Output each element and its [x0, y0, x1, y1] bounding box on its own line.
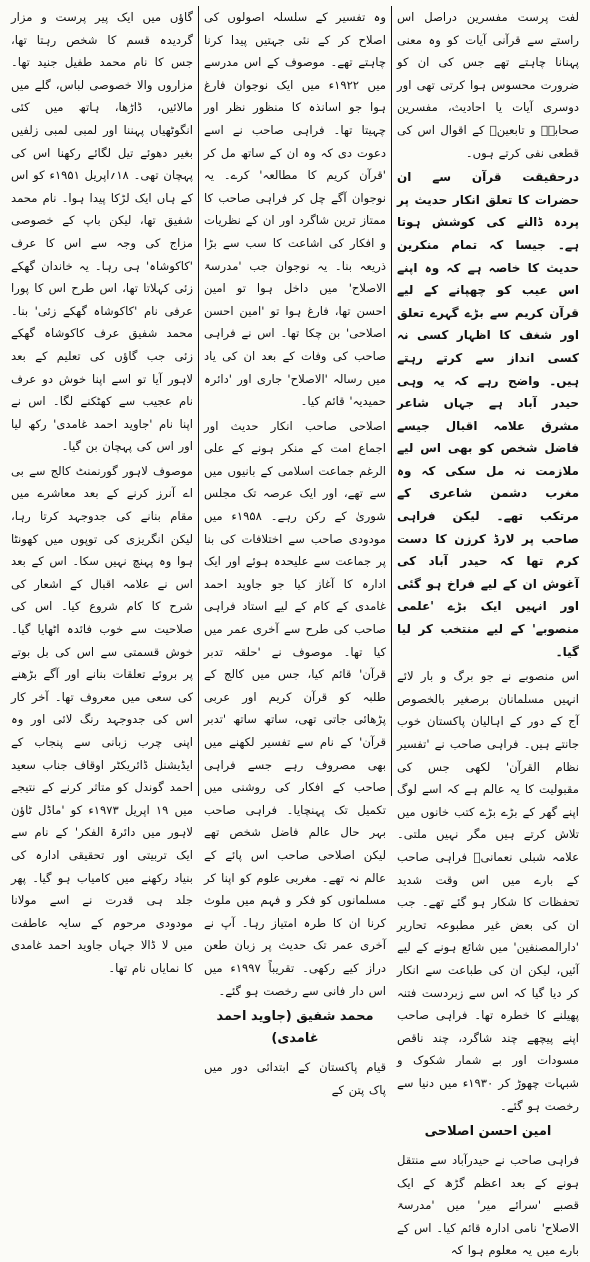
paragraph: گاؤں میں ایک پیر پرست و مزار گردیدہ قسم کا شخص رہتا تھا، جس کا نام محمد طفیل جنید تھا۔ مزاروں والا خصوصی لباس، گلے میں مالائیں، ڈاڑھا، ہاتھ میں کئی انگوٹھیاں پہننا اور لمبی لمبی زلفیں بغیر دھوئے تیل لگائے رکھنا اس کی پہچان تھی۔ ۱۸؍اپریل ۱۹۵۱ء کو اس کے ہاں ایک لڑکا پیدا ہوا۔ نام محمد شفیق تھا، لیکن باپ کے خصوصی مزاج کی وجہ سے اس کا عرف 'کاکوشاہ' ہی رہا۔ یہ خاندان گھکے زئی کہلاتا تھا، اس طرح اس کا پورا عرفی نام 'کاکوشاہ گھکے زئی' بنا۔ محمد شفیق عرف کاکوشاہ گھکے زئی جب گاؤں کی تعلیم کے بعد لاہور آیا تو اسے اپنا خوش دو عرف نام عجیب سے کھٹکنے لگا۔ اس نے اپنا نام 'جاوید احمد غامدی' رکھ لیا اور اس کی پہچان بن گیا۔	[11, 10, 193, 454]
column-middle	[199, 6, 392, 1097]
paragraph: لفت پرست مفسرین دراصل اس راستے سے قرآنی آیات کو وہ معنی پہنانا چاہتے تھے جس کی ان کو ضرورت محسوس ہوا کرتی تھی اور دوسری آیات یا احادیث، مفسرین صحابہؓ و تابعینؒ کے اقوال اس کی قطعی نفی کرتے ہوں۔	[397, 10, 579, 160]
paragraph: قیام پاکستان کے ابتدائی دور میں پاک پتن کے	[204, 1060, 386, 1097]
paragraph: درحقیقت قرآن سے ان حضرات کا تعلق انکار حدیث پر پردہ ڈالنے کی کوشش ہوتا ہے۔ جیسا کہ تمام منکرین حدیث کا خاصہ ہے کہ وہ اپنے اس عیب کو چھپانے کے لیے قرآن کریم سے بڑے گہرے تعلق اور شغف کا اظہار کسی نہ کسی انداز سے کرتے رہتے ہیں۔ واضح رہے کہ یہ وہی حیدر آباد ہے جہاں شاعر مشرق علامہ اقبال جیسے فاضل شخص کو بھی اس لیے ملازمت نہ مل سکی کہ وہ مغرب دشمن شاعری کے مرتکب تھے۔ لیکن فراہی صاحب پر لارڈ کرزن کا دست کرم تھا کہ حیدر آباد کی آغوش ان کے لیے فراخ ہو گئی اور انہیں ایک بڑے 'علمی منصوبے' کے لیے منتخب کر لیا گیا۔	[397, 170, 579, 659]
paragraph: فراہی صاحب نے حیدرآباد سے منتقل ہونے کے بعد اعظم گڑھ کے ایک قصبے 'سرائے میر' میں 'مدرسۃ الاصلاح' نامی ادارہ قائم کیا۔ اس کے بارے میں یہ معلوم ہوا کہ	[397, 1153, 579, 1258]
paragraph: اس منصوبے نے جو برگ و بار لائے انہیں مسلمانان برصغیر بالخصوص آج کے دور کے اہالیان پاکستان خوب جانتے ہیں۔ فراہی صاحب نے 'تفسیر نظام القرآن' لکھی جس کی مقبولیت کا یہ عالم ہے کہ اسے لوگ اپنے گھر کے بڑے بڑے کتب خانوں میں تلاش کرتے ہیں مگر نہیں ملتی۔ علامہ شبلی نعمانیؒ فراہی صاحب کے بارے میں اس وقت شدید تحفظات کا شکار ہو گئے تھے۔ جب ان کی بعض غیر مطبوعہ تحاریر 'دارالمصنفین' میں شائع ہونے کے لیے آئیں، لیکن ان کی طباعت سے انکار کر دیا گیا کہ اس سے زبردست فتنہ پھیلنے کا خطرہ تھا۔ فراہی صاحب اپنے پیچھے چند شاگرد، چند ناقص مسودات اور بے شمار شکوک و شبہات چھوڑ کر ۱۹۳۰ء میں دنیا سے رخصت ہو گئے۔	[397, 669, 579, 1113]
paragraph: اصلاحی صاحب انکار حدیث اور اجماع امت کے منکر ہونے کے علی الرغم جماعت اسلامی کے بانیوں میں سے تھے، اور ایک عرصہ تک مجلس شوریٰ کے رکن رہے۔ ۱۹۵۸ء میں مودودی صاحب سے اختلافات کی بنا پر جماعت سے علیحدہ ہوئے اور ایک ادارہ کا آغاز کیا جو جاوید احمد غامدی کے کام کے لیے استاد فراہی صاحب کی طرح سے آخری عمر میں کیا تھا۔ موصوف نے 'حلقہ تدبر قرآن' قائم کیا، جس میں کالج کے طلبہ کو قرآن کریم اور عربی پڑھائی جاتی تھی، ساتھ ساتھ 'تدبر قرآن' کے نام سے تفسیر لکھنے میں بھی مصروف رہے جسے فراہی صاحب کے افکار کی روشنی میں تکمیل تک پہنچایا۔ فراہی صاحب بہر حال عالم فاضل شخص تھے لیکن اصلاحی صاحب اس پائے کے عالم نہ تھے۔ مغربی علوم کو اپنا کر مسلمانوں کو فکر و فہم میں ملوث کرنا ان کا طرہ امتیاز رہا۔ آپ نے آخری عمر تک حدیث پر زبان طعن دراز کیے رکھی۔ تقریباً ۱۹۹۷ء میں اس دار فانی سے رخصت ہو گئے۔	[204, 418, 387, 998]
section-heading: امین احسن اصلاحی	[424, 1124, 552, 1140]
column-right	[392, 6, 584, 1258]
column-left	[6, 6, 199, 975]
paragraph: وہ تفسیر کے سلسلہ اصولوں کی اصلاح کر کے نئی جہتیں پیدا کرنا چاہتے تھے۔ موصوف کے اس مدرسے میں ۱۹۲۲ء میں ایک نوجوان فارغ ہوا جو اسانذہ کا منظور نظر اور چہیتا تھا۔ فراہی صاحب نے اسے دعوت دی کہ وہ ان کے ساتھ مل کر 'قرآن کریم کا مطالعہ' کرے۔ یہ نوجوان آگے چل کر فراہی صاحب کا ممتاز ترین شاگرد اور ان کے نظریات و افکار کی اشاعت کا سب سے بڑا ذریعہ بنا۔ یہ نوجوان جب 'مدرسۃ الاصلاح' میں داخل ہوا تو امین احسن تھا، فارغ ہوا تو 'امین احسن اصلاحی' بن چکا تھا۔ اس نے فراہی صاحب کی وفات کے بعد ان کی یاد میں رسالہ 'الاصلاح' جاری اور 'دائرہ حمیدیہ' قائم کیا۔	[204, 10, 386, 409]
section-heading: محمد شفیق (جاوید احمد غامدی)	[216, 1009, 374, 1047]
paragraph: موصوف لاہور گورنمنٹ کالج سے بی اے آنرز کرنے کے بعد معاشرے میں مقام بنانے کی جدوجہد کرتا رہا، لیکن انگریزی کی توپوں میں کھونٹا ہوا وہ پہنچ نہیں سکا۔ اس کے بعد اس نے علامہ اقبال کے اشعار کی شرح کا کام شروع کیا۔ اس کی صلاحیت سے خوب فائدہ اٹھایا گیا۔ خوش قسمتی سے اس کی بل بوتے پر بروئے تعلقات بنانے اور آگے بڑھنے کی سعی میں معروف تھا۔ آخر کار اس کی جدوجہد رنگ لائی اور وہ اپنی چرب زبانی سے پنجاب کے ایڈیشنل ڈائریکٹر اوقاف جناب سعید احمد گوندل کو متاثر کرنے کے نتیجے میں ۱۹ اپریل ۱۹۷۳ء کو 'ماڈل ٹاؤن لاہور میں دائرۃ الفکر' کے نام سے ایک تربیتی اور تحقیقی ادارہ کی بنیاد رکھنے میں کامیاب ہو گیا۔ پھر جلد ہی قدرت نے اسے مولانا مودودی مرحوم کے سایہ عاطفت میں لا ڈالا جہاں جاوید احمد غامدی کا نمایاں نام تھا۔	[11, 463, 193, 975]
